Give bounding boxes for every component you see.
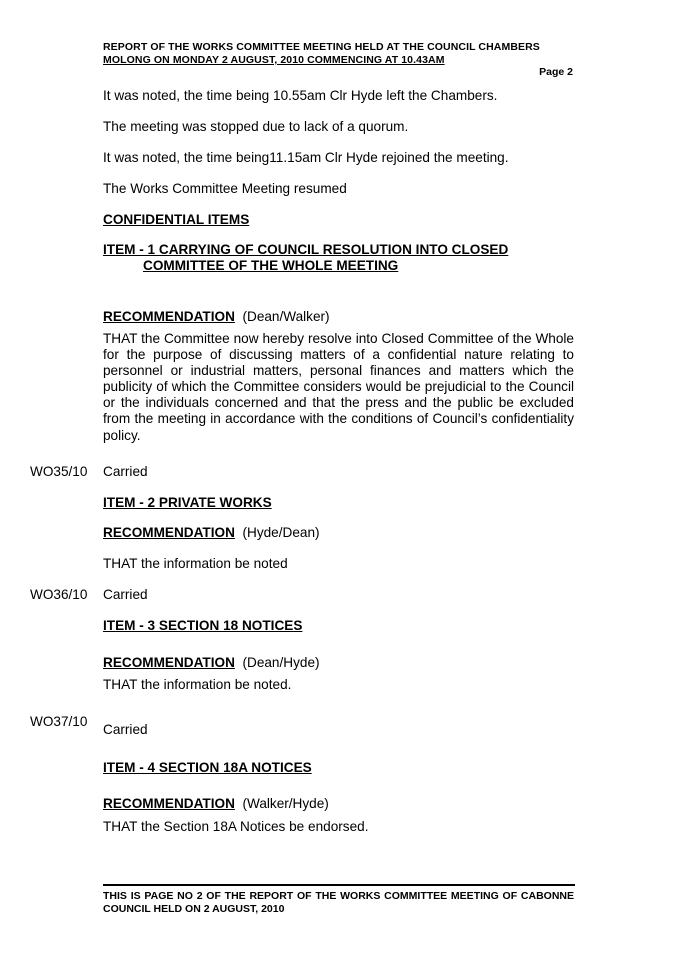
item-1-result: Carried [103, 464, 148, 479]
item-3-recommendation [103, 655, 320, 671]
item-1-title-line-1: ITEM - 1 CARRYING OF COUNCIL RESOLUTION INTO CLOSED [103, 242, 509, 257]
item-1-recommendation [103, 309, 330, 325]
recommendation-movers: (Hyde/Dean) [242, 525, 320, 540]
note-clr-hyde-rejoined: It was noted, the time being11.15am Clr Hyde rejoined the meeting. [103, 150, 509, 165]
item-3-minute-number: WO37/10 [30, 714, 88, 729]
note-meeting-resumed: The Works Committee Meeting resumed [103, 181, 347, 196]
item-3-title: ITEM - 3 SECTION 18 NOTICES [103, 618, 303, 633]
confidential-items-heading: CONFIDENTIAL ITEMS [103, 212, 250, 227]
item-4-title: ITEM - 4 SECTION 18A NOTICES [103, 760, 312, 775]
recommendation-label: RECOMMENDATION [103, 796, 235, 811]
recommendation-movers: (Walker/Hyde) [242, 796, 329, 811]
report-header-line-1: REPORT OF THE WORKS COMMITTEE MEETING HELD AT THE COUNCIL CHAMBERS [103, 41, 540, 53]
item-2-result: Carried [103, 587, 148, 602]
item-4-resolution-text: THAT the Section 18A Notices be endorsed. [103, 819, 369, 834]
recommendation-movers: (Dean/Walker) [242, 309, 330, 324]
item-3-result: Carried [103, 722, 148, 737]
item-2-minute-number: WO36/10 [30, 587, 88, 602]
note-clr-hyde-left: It was noted, the time being 10.55am Clr Hyde left the Chambers. [103, 88, 498, 103]
recommendation-label: RECOMMENDATION [103, 525, 235, 540]
item-4-recommendation [103, 796, 329, 812]
item-3-resolution-text: THAT the information be noted. [103, 677, 292, 692]
item-1-title-line-2: COMMITTEE OF THE WHOLE MEETING [143, 258, 399, 273]
recommendation-movers: (Dean/Hyde) [242, 655, 320, 670]
item-2-recommendation [103, 525, 320, 541]
note-meeting-stopped: The meeting was stopped due to lack of a quorum. [103, 119, 409, 134]
item-1-minute-number: WO35/10 [30, 464, 88, 479]
recommendation-label: RECOMMENDATION [103, 309, 235, 324]
footer-divider [103, 884, 575, 886]
item-2-resolution-text: THAT the information be noted [103, 556, 288, 571]
item-1-resolution-text: THAT the Committee now hereby resolve into Closed Committee of the Whole for the purpose of discussing matters of a confidential nature relating to personnel or industrial matters, personal finances and matters which the publicity of which the Committee considers would be prejudicial to the Council or the individuals concerned and that the press and the public be excluded from the meeting in accordance with the conditions of Council’s confidentiality policy. [103, 331, 574, 443]
item-2-title: ITEM - 2 PRIVATE WORKS [103, 495, 272, 510]
page-footer: THIS IS PAGE NO 2 OF THE REPORT OF THE WORKS COMMITTEE MEETING OF CABONNE COUNCIL HELD ON 2 AUGUST, 2010 [103, 890, 574, 915]
report-header-line-2: MOLONG ON MONDAY 2 AUGUST, 2010 COMMENCING AT 10.43AM [103, 54, 445, 66]
recommendation-label: RECOMMENDATION [103, 655, 235, 670]
page-number: Page 2 [539, 66, 573, 78]
